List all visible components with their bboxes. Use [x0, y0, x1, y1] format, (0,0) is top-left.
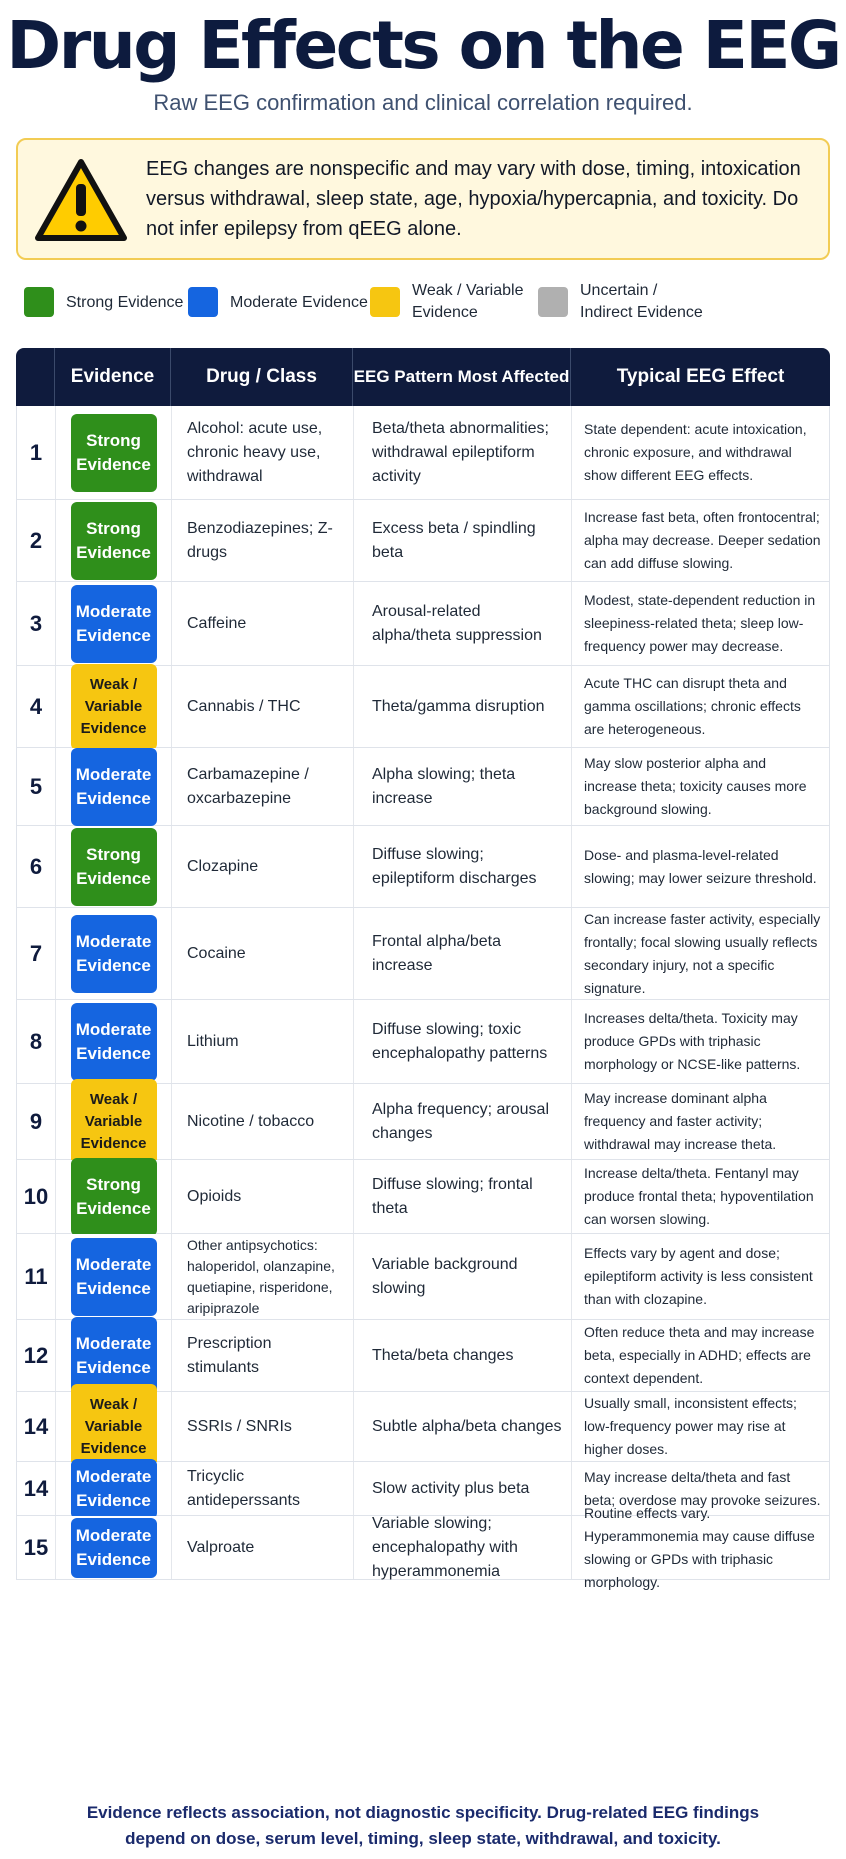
- eeg-pattern-cell: Excess beta / spindling beta: [353, 500, 571, 581]
- drug-class-cell: SSRIs / SNRIs: [171, 1392, 353, 1461]
- eeg-pattern-cell: Subtle alpha/beta changes: [353, 1392, 571, 1461]
- evidence-badge: Moderate Evidence: [71, 1317, 157, 1395]
- eeg-effect-cell: Usually small, inconsistent effects; low-frequency power may rise at higher doses.: [571, 1392, 829, 1461]
- drug-class-cell: Caffeine: [171, 582, 353, 665]
- eeg-effect-cell: Hyperammonemia may cause diffuse slowing or GPDs with triphasic morphology.: [571, 1516, 829, 1579]
- eeg-pattern-cell: Theta/gamma disruption: [353, 666, 571, 747]
- drug-class-cell: Cocaine: [171, 908, 353, 999]
- evidence-cell: [55, 582, 171, 665]
- eeg-pattern-cell: Alpha slowing; theta increase: [353, 748, 571, 825]
- drug-class-cell: Benzodiazepines; Z-drugs: [171, 500, 353, 581]
- table-row: [16, 406, 830, 500]
- drug-class-cell: Cannabis / THC: [171, 666, 353, 747]
- column-header-pattern: EEG Pattern Most Affected: [352, 348, 570, 406]
- row-number: 6: [29, 853, 43, 879]
- row-number: 15: [23, 1534, 49, 1560]
- evidence-badge: Moderate Evidence: [71, 1003, 157, 1081]
- eeg-pattern-cell: Variable background slowing: [353, 1234, 571, 1319]
- eeg-pattern-cell: Theta/beta changes: [353, 1320, 571, 1391]
- row-number: 5: [29, 773, 43, 799]
- legend-swatch-moderate: [188, 287, 218, 317]
- drug-class-cell: Carbamazepine / oxcarbazepine: [171, 748, 353, 825]
- evidence-badge: Moderate Evidence: [71, 748, 157, 826]
- evidence-cell: [55, 666, 171, 747]
- eeg-effect-cell: Acute THC can disrupt theta and gamma oscillations; chronic effects are heterogeneous.: [571, 666, 829, 747]
- drug-class-cell: Clozapine: [171, 826, 353, 907]
- table-row: [16, 1084, 830, 1160]
- eeg-effect-cell: Can increase faster activity, especially frontally; focal slowing usually reflects secondary injury, not a specific signature.: [571, 908, 829, 999]
- evidence-badge: Moderate Evidence: [71, 585, 157, 663]
- evidence-cell: [55, 1392, 171, 1461]
- table-row: [16, 748, 830, 826]
- row-number: 10: [23, 1183, 49, 1209]
- table-row: [16, 582, 830, 666]
- evidence-badge: Strong Evidence: [71, 828, 157, 906]
- eeg-pattern-cell: Slow activity plus beta: [353, 1462, 571, 1515]
- evidence-badge: Strong Evidence: [71, 1158, 157, 1236]
- footer-note: [0, 1800, 846, 1852]
- evidence-cell: [55, 1234, 171, 1319]
- eeg-pattern-cell: Variable slowing; encephalopathy with hyperammonemia: [353, 1516, 571, 1579]
- row-number: 1: [29, 439, 43, 465]
- eeg-effect-cell: Modest, state-dependent reduction in sleepiness-related theta; sleep low-frequency power may decrease.: [571, 582, 829, 665]
- eeg-effect-cell: Increase fast beta, often frontocentral; alpha may decrease. Deeper sedation can add diffuse slowing.: [571, 500, 829, 581]
- evidence-legend: [24, 278, 834, 328]
- eeg-effect-cell: Increases delta/theta. Toxicity may produce GPDs with triphasic morphology or NCSE-like patterns.: [571, 1000, 829, 1083]
- legend-swatch-strong: [24, 287, 54, 317]
- drug-class-cell: Nicotine / tobacco: [171, 1084, 353, 1159]
- evidence-badge: Strong Evidence: [71, 414, 157, 492]
- evidence-badge: Weak / Variable Evidence: [71, 664, 157, 750]
- evidence-cell: [55, 1320, 171, 1391]
- evidence-badge: Weak / Variable Evidence: [71, 1384, 157, 1470]
- table-row: [16, 826, 830, 908]
- column-header-effect: Typical EEG Effect: [570, 348, 830, 406]
- table-row: [16, 1160, 830, 1234]
- evidence-cell: [55, 1462, 171, 1515]
- eeg-effect-cell: May increase dominant alpha frequency and faster activity; withdrawal may increase theta.: [571, 1084, 829, 1159]
- footer-line: Evidence reflects association, not diagnostic specificity. Drug-related EEG findings: [86, 1803, 760, 1822]
- warning-text: EEG changes are nonspecific and may vary with dose, timing, intoxication versus withdrawal, sleep state, age, hypoxia/hypercapnia, and toxicity. Do not infer epilepsy from qEEG alone.: [146, 158, 801, 240]
- drug-class-cell: Opioids: [171, 1160, 353, 1233]
- evidence-badge: Weak / Variable Evidence: [71, 1079, 157, 1165]
- row-number: 2: [29, 527, 43, 553]
- eeg-effect-cell: May increase delta/theta and fast beta; overdose may provoke seizures.: [571, 1462, 829, 1515]
- legend-item-moderate: [188, 278, 368, 328]
- row-number: 9: [29, 1108, 43, 1134]
- table-row: [16, 1000, 830, 1084]
- drug-class-cell: Alcohol: acute use, chronic heavy use, withdrawal: [171, 406, 353, 499]
- evidence-cell: [55, 406, 171, 499]
- evidence-badge: Moderate Evidence: [71, 1238, 157, 1316]
- eeg-effect-cell: Increase delta/theta. Fentanyl may produce frontal theta; hypoventilation can worsen slowing.: [571, 1160, 829, 1233]
- column-header-drug: Drug / Class: [170, 348, 352, 406]
- table-row: [16, 1514, 830, 1590]
- eeg-pattern-cell: Arousal-related alpha/theta suppression: [353, 582, 571, 665]
- eeg-effect-cell: State dependent: acute intoxication, chronic exposure, and withdrawal show different EEG effects.: [571, 406, 829, 499]
- eeg-pattern-cell: Beta/theta abnormalities; withdrawal epileptiform activity: [353, 406, 571, 499]
- page-subtitle: Raw EEG confirmation and clinical correlation required.: [153, 90, 693, 115]
- row-number: 11: [24, 1263, 48, 1289]
- row-number: 14: [23, 1475, 49, 1501]
- column-header-number: [16, 348, 54, 406]
- legend-label: Strong Evidence: [66, 294, 184, 311]
- legend-item-uncertain: [538, 278, 718, 328]
- eeg-pattern-cell: Frontal alpha/beta increase: [353, 908, 571, 999]
- eeg-pattern-cell: Alpha frequency; arousal changes: [353, 1084, 571, 1159]
- eeg-effect-cell: Dose- and plasma-level-related slowing; may lower seizure threshold.: [571, 826, 829, 907]
- legend-label: Weak / Variable Evidence: [412, 282, 524, 321]
- row-number: 7: [29, 940, 43, 966]
- drug-class-cell: Other antipsychotics: haloperidol, olanzapine, quetiapine, risperidone, aripiprazole: [171, 1234, 353, 1319]
- drug-class-cell: Lithium: [171, 1000, 353, 1083]
- evidence-cell: [55, 1516, 171, 1579]
- eeg-effect-cell: Often reduce theta and may increase beta, especially in ADHD; effects are context dependent.: [571, 1320, 829, 1391]
- legend-label: Moderate Evidence: [230, 294, 368, 311]
- warning-triangle-icon: [34, 158, 128, 242]
- legend-item-weak: [370, 278, 530, 328]
- legend-label: Uncertain / Indirect Evidence: [580, 282, 703, 321]
- legend-swatch-uncertain: [538, 287, 568, 317]
- table-row: [16, 1320, 830, 1392]
- row-number: 14: [23, 1413, 49, 1439]
- drug-class-cell: Tricyclic antideperssants: [171, 1462, 353, 1515]
- table-row: [16, 1234, 830, 1320]
- eeg-pattern-cell: Diffuse slowing; toxic encephalopathy patterns: [353, 1000, 571, 1083]
- table-row: [16, 666, 830, 748]
- footer-line: depend on dose, serum level, timing, sleep state, withdrawal, and toxicity.: [125, 1829, 721, 1848]
- evidence-cell: [55, 500, 171, 581]
- eeg-effect-cell: Effects vary by agent and dose; epileptiform activity is less consistent than with clozapine.: [571, 1234, 829, 1319]
- evidence-badge: Moderate Evidence: [71, 1459, 157, 1519]
- drug-eeg-table: [16, 348, 830, 1792]
- row-number: 4: [29, 693, 43, 719]
- evidence-cell: [55, 1160, 171, 1233]
- warning-banner: [16, 138, 830, 260]
- evidence-cell: [55, 1000, 171, 1083]
- table-row: [16, 500, 830, 582]
- evidence-cell: [55, 826, 171, 907]
- evidence-cell: [55, 748, 171, 825]
- page-title: Drug Effects on the EEG: [6, 7, 840, 84]
- column-header-evidence: Evidence: [54, 348, 170, 406]
- table-row: [16, 908, 830, 1000]
- eeg-pattern-cell: Diffuse slowing; epileptiform discharges: [353, 826, 571, 907]
- evidence-badge: Moderate Evidence: [71, 915, 157, 993]
- eeg-effect-cell: May slow posterior alpha and increase theta; toxicity causes more background slowing.: [571, 748, 829, 825]
- table-header: [16, 348, 830, 406]
- eeg-pattern-cell: Diffuse slowing; frontal theta: [353, 1160, 571, 1233]
- drug-class-cell: Prescription stimulants: [171, 1320, 353, 1391]
- drug-class-cell: Valproate: [171, 1516, 353, 1579]
- legend-swatch-weak: [370, 287, 400, 317]
- table-row: [16, 1392, 830, 1462]
- row-number: 8: [29, 1028, 43, 1054]
- evidence-cell: [55, 908, 171, 999]
- evidence-badge: Strong Evidence: [71, 502, 157, 580]
- evidence-cell: [55, 1084, 171, 1159]
- row-number: 3: [29, 610, 43, 636]
- row-number: 12: [23, 1342, 49, 1368]
- legend-item-strong: [24, 278, 184, 328]
- evidence-badge: Moderate Evidence: [71, 1518, 157, 1578]
